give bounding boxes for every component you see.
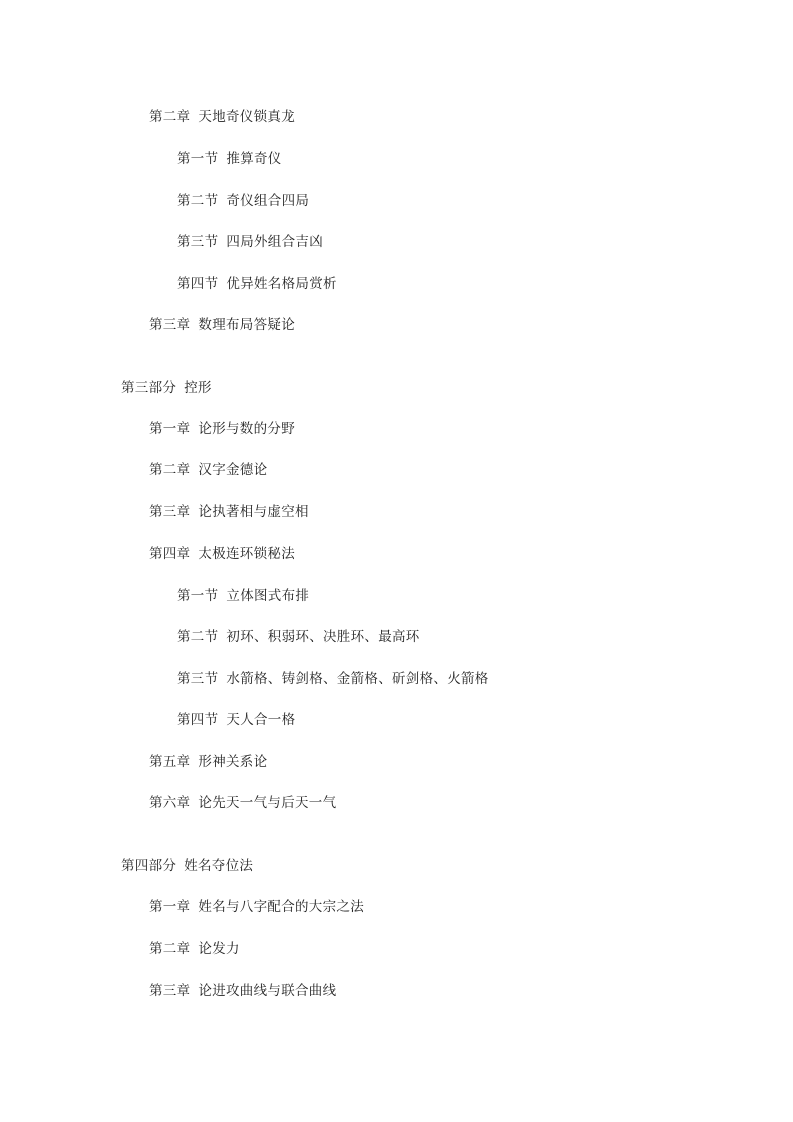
- toc-section-entry: [177, 192, 309, 210]
- toc-title: 论形与数的分野: [198, 421, 296, 437]
- toc-number: 第二节: [177, 629, 219, 645]
- toc-part-entry: [121, 857, 253, 875]
- toc-number: 第四章: [149, 546, 191, 562]
- toc-chapter-entry: [149, 753, 267, 771]
- toc-chapter-entry: [149, 461, 267, 479]
- toc-title: 推算奇仪: [226, 151, 282, 167]
- toc-chapter-entry: [149, 898, 364, 916]
- toc-number: 第二章: [149, 941, 191, 957]
- toc-title: 论进攻曲线与联合曲线: [198, 983, 337, 999]
- toc-title: 奇仪组合四局: [226, 193, 310, 209]
- toc-title: 太极连环锁秘法: [198, 546, 296, 562]
- toc-title: 天地奇仪锁真龙: [198, 109, 296, 125]
- toc-number: 第五章: [149, 754, 191, 770]
- toc-chapter-entry: [149, 108, 295, 126]
- toc-title: 姓名夺位法: [184, 858, 254, 874]
- toc-title: 论执著相与虚空相: [198, 504, 309, 520]
- toc-title: 四局外组合吉凶: [226, 234, 324, 250]
- toc-title: 数理布局答疑论: [198, 317, 296, 333]
- toc-title: 水箭格、铸剑格、金箭格、斫剑格、火箭格: [226, 671, 489, 687]
- toc-chapter-entry: [149, 794, 336, 812]
- toc-section-entry: [177, 587, 309, 605]
- toc-chapter-entry: [149, 316, 295, 334]
- toc-section-entry: [177, 628, 420, 646]
- toc-title: 天人合一格: [226, 712, 296, 728]
- toc-number: 第一节: [177, 588, 219, 604]
- toc-number: 第二节: [177, 193, 219, 209]
- toc-number: 第四部分: [121, 858, 177, 874]
- toc-number: 第三章: [149, 504, 191, 520]
- toc-title: 姓名与八字配合的大宗之法: [198, 899, 365, 915]
- toc-number: 第一章: [149, 421, 191, 437]
- toc-title: 初环、积弱环、决胜环、最高环: [226, 629, 420, 645]
- toc-chapter-entry: [149, 940, 240, 958]
- toc-number: 第二章: [149, 462, 191, 478]
- toc-number: 第一章: [149, 899, 191, 915]
- toc-chapter-entry: [149, 982, 336, 1000]
- toc-number: 第一节: [177, 151, 219, 167]
- toc-title: 立体图式布排: [226, 588, 310, 604]
- toc-section-entry: [177, 233, 323, 251]
- toc-number: 第三章: [149, 317, 191, 333]
- toc-number: 第二章: [149, 109, 191, 125]
- toc-part-entry: [121, 379, 212, 397]
- toc-number: 第三部分: [121, 380, 177, 396]
- toc-title: 汉字金德论: [198, 462, 268, 478]
- toc-number: 第六章: [149, 795, 191, 811]
- toc-title: 论先天一气与后天一气: [198, 795, 337, 811]
- toc-section-entry: [177, 711, 295, 729]
- toc-section-entry: [177, 150, 282, 168]
- toc-title: 论发力: [198, 941, 240, 957]
- toc-chapter-entry: [149, 503, 309, 521]
- toc-chapter-entry: [149, 545, 295, 563]
- toc-title: 优异姓名格局赏析: [226, 276, 337, 292]
- toc-number: 第四节: [177, 712, 219, 728]
- toc-section-entry: [177, 275, 337, 293]
- toc-chapter-entry: [149, 420, 295, 438]
- toc-number: 第三章: [149, 983, 191, 999]
- toc-title: 形神关系论: [198, 754, 268, 770]
- toc-number: 第三节: [177, 671, 219, 687]
- toc-section-entry: [177, 670, 489, 688]
- toc-title: 控形: [184, 380, 212, 396]
- toc-number: 第三节: [177, 234, 219, 250]
- toc-number: 第四节: [177, 276, 219, 292]
